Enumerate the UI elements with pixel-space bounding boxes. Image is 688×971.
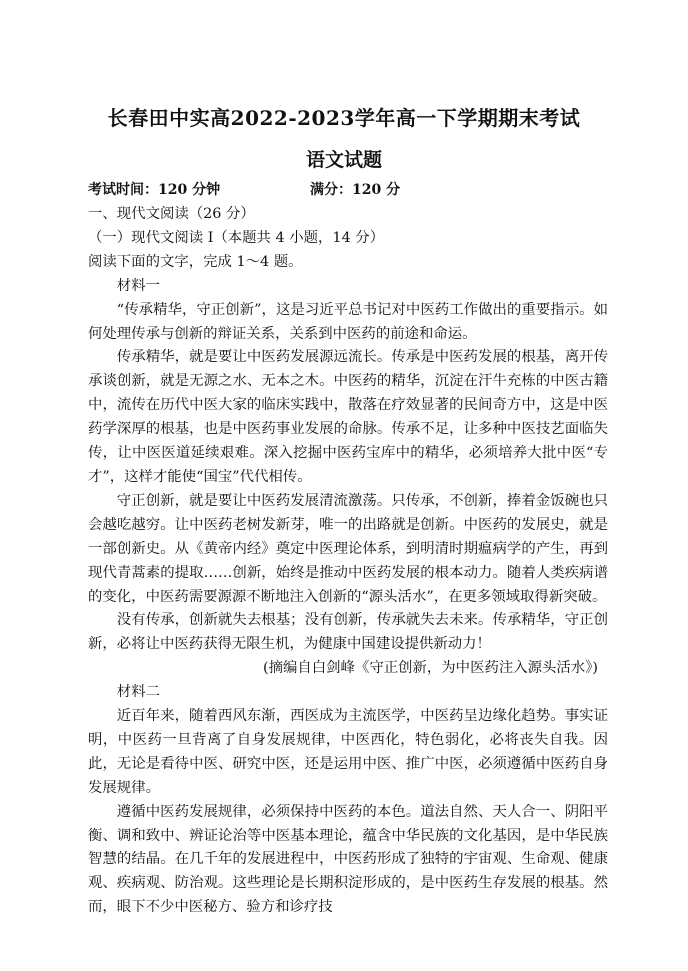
material-two-label: 材料二 <box>116 684 160 701</box>
material-one-label: 材料一 <box>116 277 160 294</box>
material-one-paragraph: 传承精华，就是要让中医药发展源远流长。传承是中医药发展的根基，离开传承谈创新，就是无源之水、无本之木。中医药的精华，沉淀在汗牛充栋的中医古籍中，流传在历代中医大家的临床实践中，散落在疗效显著的民间奇方中，这是中医药学深厚的根基，也是中医药事业发展的命脉。传承不足，让多种中医技艺面临失传，让中医医道延续艰难。深入挖掘中医药宝库中的精华，必须培养大批中医“专才”，这样才能使“国宝”代代相传。 <box>88 349 608 485</box>
exam-time: 考试时间：120 分钟 <box>88 182 221 198</box>
material-two-paragraph: 遵循中医药发展规律，必须保持中医药的本色。道法自然、天人合一、阴阳平衡、调和致中、辨证论治等中医基本理论，蕴含中华民族的文化基因，是中华民族智慧的结晶。在几千年的发展进程中，中医药形成了独特的宇宙观、生命观、健康观、疾病观、防治观。这些理论是长期积淀形成的，是中医药生存发展的根基。然而，眼下不少中医秘方、验方和诊疗技 <box>88 803 608 916</box>
material-one-paragraph: “传承精华，守正创新”，这是习近平总书记对中医药工作做出的重要指示。如何处理传承与创新的辩证关系，关系到中医药的前途和命运。 <box>88 301 608 342</box>
section-subheading: （一）现代文阅读 I（本题共 4 小题，14 分） <box>88 229 385 246</box>
section-heading: 一、现代文阅读（26 分） <box>88 206 255 222</box>
material-two-paragraph: 近百年来，随着西风东渐，西医成为主流医学，中医药呈边缘化趋势。事实证明，中医药一旦背离了自身发展规律，中医西化，特色弱化，必将丧失自我。因此，无论是看待中医、研究中医，还是运用中医、推广中医，必须遵循中医药自身发展规律。 <box>88 708 608 796</box>
material-one-paragraph: 守正创新，就是要让中医药发展清流激荡。只传承，不创新，捧着金饭碗也只会越吃越穷。让中医药老树发新芽，唯一的出路就是创新。中医药的发展史，就是一部创新史。从《黄帝内经》奠定中医理论体系，到明清时期瘟病学的产生，再到现代青蒿素的提取……创新，始终是推动中医药发展的根本动力。随着人类疾病谱的变化，中医药需要源源不断地注入创新的“源头活水”，在更多领域取得新突破。 <box>88 492 608 605</box>
exam-body <box>88 203 608 920</box>
material-one-source: (摘编自白剑峰《守正创新，为中医药注入源头活水》) <box>262 660 598 677</box>
exam-subject-title: 语文试题 <box>305 149 382 171</box>
exam-full-score: 满分：120 分 <box>310 182 401 198</box>
material-one-paragraph: 没有传承，创新就失去根基；没有创新，传承就失去未来。传承精华，守正创新，必将让中医药获得无限生机，为健康中国建设提供新动力！ <box>88 612 608 653</box>
reading-instruction: 阅读下面的文字，完成 1～4 题。 <box>88 253 303 270</box>
exam-title: 长春田中实高2022-2023学年高一下学期期末考试 <box>107 106 581 130</box>
